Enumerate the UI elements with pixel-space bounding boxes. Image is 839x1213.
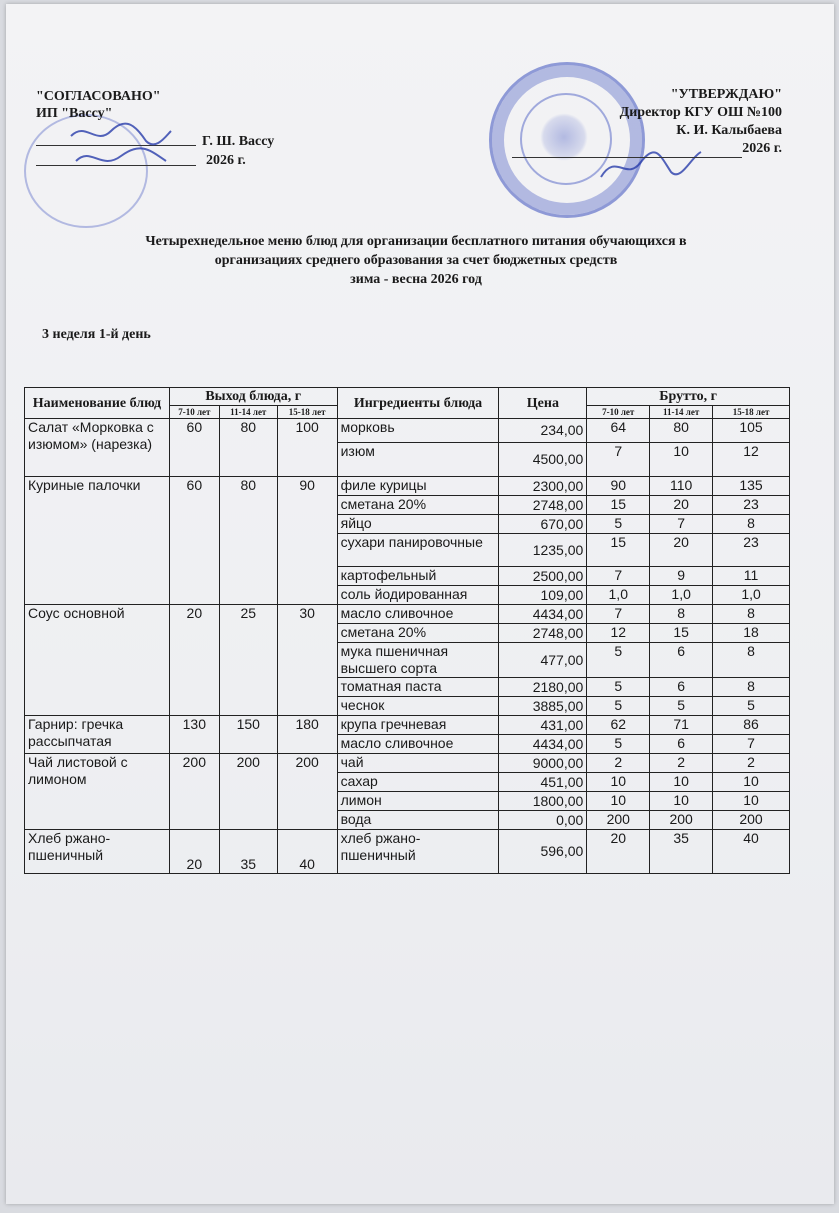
ingredient-name: томатная паста xyxy=(337,678,499,697)
ingredient-gross-value: 1,0 xyxy=(650,586,713,605)
dish-output-value: 130 xyxy=(169,716,219,754)
ingredient-gross-value: 35 xyxy=(650,830,713,874)
ingredient-gross-value: 10 xyxy=(650,792,713,811)
header-gross-age3: 15-18 лет xyxy=(713,406,790,419)
header-ingredients: Ингредиенты блюда xyxy=(337,388,499,419)
ingredient-price: 4434,00 xyxy=(499,735,587,754)
ingredient-price: 4500,00 xyxy=(499,443,587,477)
signature-left xyxy=(66,116,176,176)
ingredient-gross-value: 105 xyxy=(713,419,790,443)
ingredient-gross-value: 7 xyxy=(713,735,790,754)
dish-output-value: 35 xyxy=(219,830,277,874)
ingredient-price: 2300,00 xyxy=(499,477,587,496)
date-line-right xyxy=(512,145,742,158)
dish-output-value: 60 xyxy=(169,477,219,605)
ingredient-gross-value: 1,0 xyxy=(587,586,650,605)
ingredient-name: яйцо xyxy=(337,515,499,534)
ingredient-gross-value: 71 xyxy=(650,716,713,735)
ingredient-gross-value: 10 xyxy=(713,792,790,811)
dish-name: Соус основной xyxy=(25,605,170,716)
ingredient-gross-value: 5 xyxy=(587,515,650,534)
ingredient-price: 109,00 xyxy=(499,586,587,605)
ingredient-price: 2748,00 xyxy=(499,624,587,643)
ingredient-price: 596,00 xyxy=(499,830,587,874)
header-output-age1: 7-10 лет xyxy=(169,406,219,419)
header-gross-age1: 7-10 лет xyxy=(587,406,650,419)
ingredient-gross-value: 8 xyxy=(650,605,713,624)
dish-output-value: 200 xyxy=(277,754,337,830)
header-price: Цена xyxy=(499,388,587,419)
ingredient-name: изюм xyxy=(337,443,499,477)
table-row xyxy=(25,605,790,624)
ingredient-gross-value: 7 xyxy=(587,443,650,477)
header-row-1 xyxy=(25,388,790,406)
ingredient-name: филе курицы xyxy=(337,477,499,496)
dish-output-value: 25 xyxy=(219,605,277,716)
ingredient-price: 1235,00 xyxy=(499,534,587,567)
approval-right-heading: "УТВЕРЖДАЮ" xyxy=(670,87,782,102)
header-gross: Брутто, г xyxy=(587,388,790,406)
ingredient-gross-value: 10 xyxy=(587,792,650,811)
title-line-3: зима - весна 2026 год xyxy=(350,272,482,287)
ingredient-gross-value: 5 xyxy=(587,643,650,678)
table-row xyxy=(25,716,790,735)
dish-output-value: 60 xyxy=(169,419,219,477)
table-row xyxy=(25,477,790,496)
ingredient-name: сахар xyxy=(337,773,499,792)
ingredient-price: 4434,00 xyxy=(499,605,587,624)
ingredient-gross-value: 20 xyxy=(650,534,713,567)
dish-name: Чай листовой с лимоном xyxy=(25,754,170,830)
ingredient-gross-value: 64 xyxy=(587,419,650,443)
header-output-age2: 11-14 лет xyxy=(219,406,277,419)
ingredient-name: сухари панировочные xyxy=(337,534,499,567)
dish-output-value: 80 xyxy=(219,477,277,605)
ingredient-gross-value: 11 xyxy=(713,567,790,586)
ingredient-gross-value: 5 xyxy=(650,697,713,716)
table-row xyxy=(25,419,790,443)
ingredient-gross-value: 10 xyxy=(713,773,790,792)
document-sheet xyxy=(6,4,834,1204)
ingredient-price: 670,00 xyxy=(499,515,587,534)
ingredient-name: вода xyxy=(337,811,499,830)
ingredient-gross-value: 90 xyxy=(587,477,650,496)
dish-output-value: 180 xyxy=(277,716,337,754)
approval-block-right xyxy=(482,86,782,158)
ingredient-gross-value: 2 xyxy=(713,754,790,773)
ingredient-gross-value: 110 xyxy=(650,477,713,496)
dish-output-value: 30 xyxy=(277,605,337,716)
ingredient-price: 451,00 xyxy=(499,773,587,792)
dish-output-value: 100 xyxy=(277,419,337,477)
ingredient-price: 1800,00 xyxy=(499,792,587,811)
ingredient-gross-value: 6 xyxy=(650,678,713,697)
ingredient-price: 477,00 xyxy=(499,643,587,678)
ingredient-gross-value: 200 xyxy=(587,811,650,830)
header-output-age3: 15-18 лет xyxy=(277,406,337,419)
ingredient-gross-value: 20 xyxy=(587,830,650,874)
dish-output-value: 90 xyxy=(277,477,337,605)
ingredient-gross-value: 5 xyxy=(587,735,650,754)
ingredient-gross-value: 86 xyxy=(713,716,790,735)
ingredient-gross-value: 15 xyxy=(650,624,713,643)
ingredient-gross-value: 18 xyxy=(713,624,790,643)
ingredient-price: 9000,00 xyxy=(499,754,587,773)
ingredient-name: чай xyxy=(337,754,499,773)
dish-output-value: 20 xyxy=(169,830,219,874)
ingredient-gross-value: 9 xyxy=(650,567,713,586)
approval-right-signer: К. И. Калыбаева xyxy=(676,123,782,138)
ingredient-price: 234,00 xyxy=(499,419,587,443)
header-output: Выход блюда, г xyxy=(169,388,337,406)
header-dish: Наименование блюд xyxy=(25,388,170,419)
dish-output-value: 200 xyxy=(169,754,219,830)
ingredient-name: лимон xyxy=(337,792,499,811)
ingredient-gross-value: 5 xyxy=(713,697,790,716)
ingredient-gross-value: 15 xyxy=(587,534,650,567)
ingredient-gross-value: 5 xyxy=(587,697,650,716)
ingredient-name: сметана 20% xyxy=(337,496,499,515)
document-title xyxy=(66,232,766,289)
approval-right-position: Директор КГУ ОШ №100 xyxy=(619,105,782,120)
ingredient-gross-value: 15 xyxy=(587,496,650,515)
header-gross-age2: 11-14 лет xyxy=(650,406,713,419)
ingredient-gross-value: 7 xyxy=(587,605,650,624)
dish-output-value: 200 xyxy=(219,754,277,830)
menu-table-body xyxy=(25,419,790,874)
approval-right-year: 2026 г. xyxy=(742,141,782,156)
ingredient-gross-value: 80 xyxy=(650,419,713,443)
ingredient-gross-value: 23 xyxy=(713,534,790,567)
ingredient-gross-value: 7 xyxy=(650,515,713,534)
ingredient-gross-value: 1,0 xyxy=(713,586,790,605)
approval-left-org: ИП "Вассу" xyxy=(36,106,113,121)
ingredient-name: мука пшеничная высшего сорта xyxy=(337,643,499,678)
ingredient-name: чеснок xyxy=(337,697,499,716)
ingredient-gross-value: 62 xyxy=(587,716,650,735)
ingredient-gross-value: 8 xyxy=(713,643,790,678)
title-line-2: организациях среднего образования за счет бюджетных средств xyxy=(214,253,618,268)
approval-right-date-row xyxy=(482,140,782,158)
dish-output-value: 80 xyxy=(219,419,277,477)
dish-output-value: 150 xyxy=(219,716,277,754)
ingredient-price: 3885,00 xyxy=(499,697,587,716)
ingredient-price: 2500,00 xyxy=(499,567,587,586)
approval-left-heading: "СОГЛАСОВАНО" xyxy=(36,89,161,104)
ingredient-gross-value: 20 xyxy=(650,496,713,515)
ingredient-name: картофельный xyxy=(337,567,499,586)
ingredient-gross-value: 8 xyxy=(713,515,790,534)
ingredient-name: крупа гречневая xyxy=(337,716,499,735)
dish-name: Салат «Морковка с изюмом» (нарезка) xyxy=(25,419,170,477)
ingredient-name: масло сливочное xyxy=(337,735,499,754)
ingredient-gross-value: 23 xyxy=(713,496,790,515)
week-day-label: 3 неделя 1-й день xyxy=(42,327,151,342)
ingredient-gross-value: 10 xyxy=(650,443,713,477)
ingredient-gross-value: 200 xyxy=(713,811,790,830)
menu-table xyxy=(24,387,790,874)
ingredient-gross-value: 7 xyxy=(587,567,650,586)
ingredient-gross-value: 10 xyxy=(650,773,713,792)
ingredient-name: хлеб ржано-пшеничный xyxy=(337,830,499,874)
ingredient-gross-value: 5 xyxy=(587,678,650,697)
ingredient-gross-value: 10 xyxy=(587,773,650,792)
dish-output-value: 40 xyxy=(277,830,337,874)
dish-name: Хлеб ржано-пшеничный xyxy=(25,830,170,874)
ingredient-gross-value: 8 xyxy=(713,678,790,697)
dish-name: Куриные палочки xyxy=(25,477,170,605)
ingredient-gross-value: 12 xyxy=(713,443,790,477)
title-line-1: Четырехнедельное меню блюд для организации бесплатного питания обучающихся в xyxy=(145,234,687,249)
ingredient-name: морковь xyxy=(337,419,499,443)
ingredient-gross-value: 2 xyxy=(587,754,650,773)
ingredient-gross-value: 12 xyxy=(587,624,650,643)
ingredient-price: 431,00 xyxy=(499,716,587,735)
ingredient-price: 2748,00 xyxy=(499,496,587,515)
ingredient-gross-value: 200 xyxy=(650,811,713,830)
dish-name: Гарнир: гречка рассыпчатая xyxy=(25,716,170,754)
ingredient-gross-value: 6 xyxy=(650,735,713,754)
ingredient-gross-value: 40 xyxy=(713,830,790,874)
table-row xyxy=(25,754,790,773)
ingredient-gross-value: 135 xyxy=(713,477,790,496)
ingredient-price: 0,00 xyxy=(499,811,587,830)
ingredient-gross-value: 6 xyxy=(650,643,713,678)
ingredient-gross-value: 8 xyxy=(713,605,790,624)
ingredient-name: сметана 20% xyxy=(337,624,499,643)
approval-left-year: 2026 г. xyxy=(206,153,246,168)
table-row xyxy=(25,830,790,874)
ingredient-name: масло сливочное xyxy=(337,605,499,624)
ingredient-name: соль йодированная xyxy=(337,586,499,605)
approval-left-signer: Г. Ш. Вассу xyxy=(202,134,275,149)
ingredient-gross-value: 2 xyxy=(650,754,713,773)
ingredient-price: 2180,00 xyxy=(499,678,587,697)
dish-output-value: 20 xyxy=(169,605,219,716)
